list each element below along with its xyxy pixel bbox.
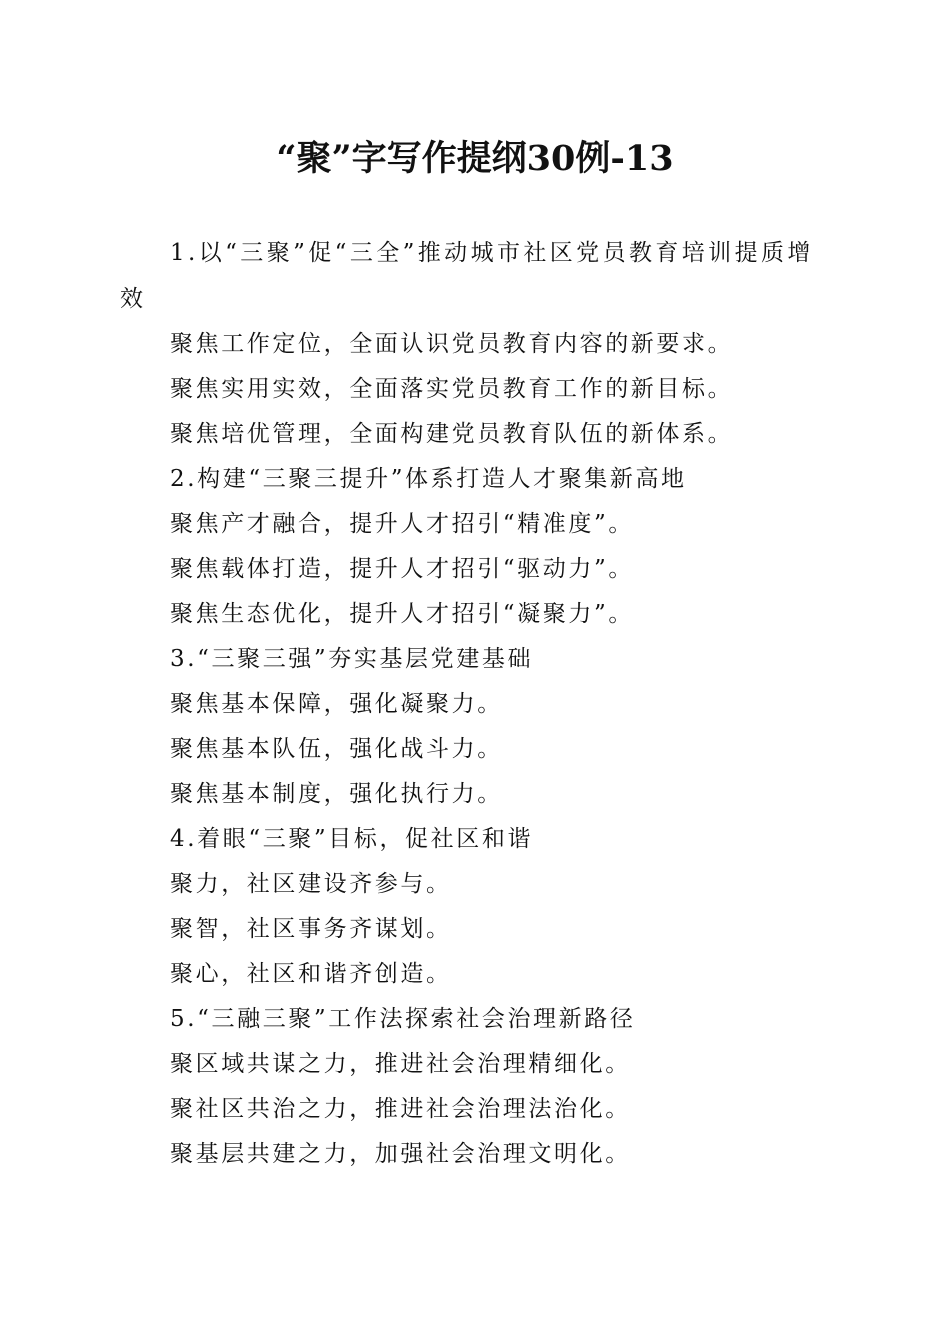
- paragraph: 聚焦实用实效，全面落实党员教育工作的新目标。: [170, 376, 734, 402]
- paragraph: 聚焦生态优化，提升人才招引“凝聚力”。: [170, 601, 634, 627]
- paragraph: 聚焦工作定位，全面认识党员教育内容的新要求。: [170, 331, 734, 357]
- paragraph-heading-4: 4.着眼“三聚”目标，促社区和谐: [170, 826, 534, 852]
- paragraph-heading-3: 3.“三聚三强”夯实基层党建基础: [170, 646, 534, 672]
- document-title: “聚”字写作提纲30例-13: [276, 138, 674, 179]
- paragraph-heading-1: 1.以“三聚”促“三全”推动城市社区党员教育培训提质增效: [120, 240, 814, 312]
- paragraph-heading-5: 5.“三融三聚”工作法探索社会治理新路径: [170, 1006, 636, 1032]
- paragraph: 聚智，社区事务齐谋划。: [170, 916, 452, 942]
- paragraph: 聚社区共治之力，推进社会治理法治化。: [170, 1096, 631, 1122]
- paragraph: 聚基层共建之力，加强社会治理文明化。: [170, 1141, 631, 1167]
- paragraph: 聚焦载体打造，提升人才招引“驱动力”。: [170, 556, 634, 582]
- paragraph: 聚焦基本队伍，强化战斗力。: [170, 736, 503, 762]
- paragraph: 聚心，社区和谐齐创造。: [170, 961, 452, 987]
- paragraph: 聚力，社区建设齐参与。: [170, 871, 452, 897]
- paragraph: 聚焦基本保障，强化凝聚力。: [170, 691, 503, 717]
- paragraph: 聚焦培优管理，全面构建党员教育队伍的新体系。: [170, 421, 734, 447]
- paragraph: 聚焦基本制度，强化执行力。: [170, 781, 503, 807]
- paragraph: 聚焦产才融合，提升人才招引“精准度”。: [170, 511, 634, 537]
- paragraph-heading-2: 2.构建“三聚三提升”体系打造人才聚集新高地: [170, 466, 687, 492]
- document-body: [120, 230, 830, 1177]
- paragraph: 聚区域共谋之力，推进社会治理精细化。: [170, 1051, 631, 1077]
